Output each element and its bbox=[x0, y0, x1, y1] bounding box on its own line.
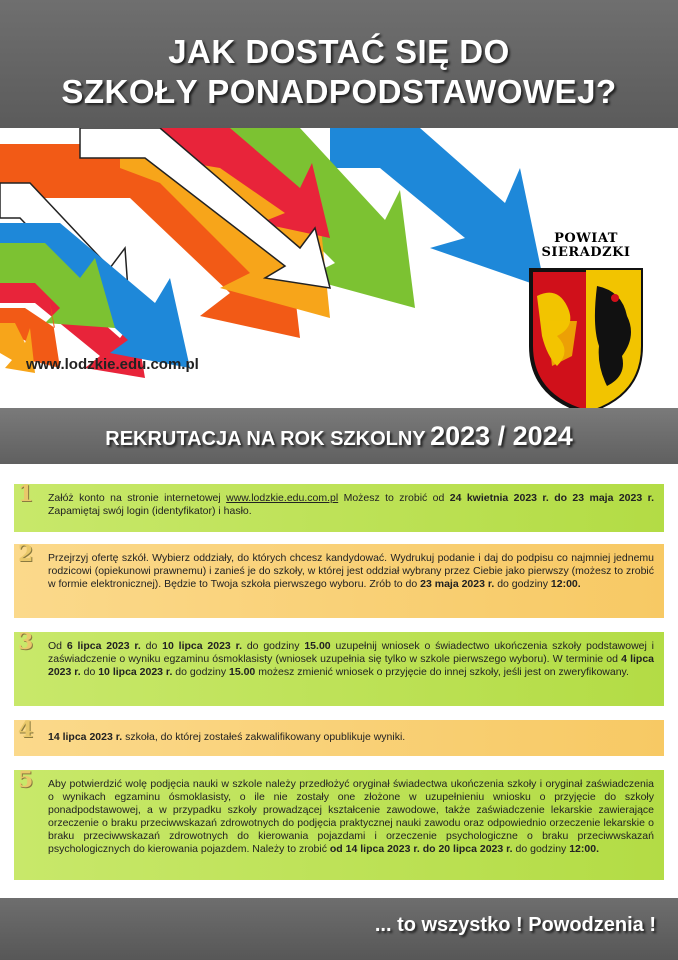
step-text: Aby potwierdzić wolę podjęcia nauki w szkole należy przedłożyć oryginał świadectwa ukończenia szkoły i oryginał zaświadczenia o wynikach egzaminu ósmoklasisty, o ile nie zostały one złożone w uzupełnieniu wniosku o przyjęcie do szkoły ponadpodstawowej, a w przypadku szkoły prowadzącej kształcenie zawodowe, także zaświadczenie lekarskie zawierające orzeczenie o braku przeciwwskazań zdrowotnych do podjęcia praktycznej nauki zawodu oraz odpowiednio orzeczenie lekarskie o braku przeciwwskazań zdrowotnych do kierowania pojazdami i orzeczenie psychologiczne o braku przeciwwskazań psychologicznych do kierowania pojazdem. Należy to zrobić bbox=[48, 778, 654, 855]
emblem-text-line-1: POWIAT bbox=[554, 231, 618, 246]
website-link[interactable]: www.lodzkie.edu.com.pl bbox=[26, 356, 199, 373]
step-date: 6 lipca 2023 r. bbox=[66, 640, 141, 652]
step-1 bbox=[14, 481, 664, 532]
page-footer bbox=[0, 898, 678, 960]
emblem bbox=[527, 232, 645, 412]
step-time: 12:00. bbox=[569, 843, 599, 855]
step-5 bbox=[14, 767, 664, 880]
step-date: 10 lipca 2023 r. bbox=[162, 640, 243, 652]
step-date: 10 lipca 2023 r. bbox=[98, 666, 173, 678]
step-number: 1 bbox=[18, 481, 34, 507]
step-text: Możesz to zrobić od bbox=[338, 492, 450, 504]
banner-prefix: REKRUTACJA NA ROK SZKOLNY bbox=[105, 428, 426, 450]
step-text: do bbox=[140, 640, 163, 652]
step-text: do godziny bbox=[172, 666, 229, 678]
step-date: 4 lipca 2023 r. bbox=[48, 653, 654, 678]
step-text: do godziny bbox=[494, 578, 551, 590]
step-3 bbox=[14, 629, 664, 706]
step-number: 5 bbox=[18, 767, 34, 793]
step-date: od 14 lipca 2023 r. do 20 lipca 2023 r. bbox=[329, 843, 513, 855]
step-number: 4 bbox=[18, 717, 34, 743]
page-header bbox=[0, 0, 678, 128]
step-time: 12:00. bbox=[550, 578, 581, 590]
step-text: możesz zmienić wniosek o przyjęcie do innej szkoły, jeśli jest on zweryfikowany. bbox=[255, 666, 629, 678]
step-text: Od bbox=[48, 640, 67, 652]
banner-years: 2023 / 2024 bbox=[430, 421, 573, 451]
step-2 bbox=[14, 541, 664, 618]
step-text: do godziny bbox=[512, 843, 570, 855]
footer-text: ... to wszystko ! Powodzenia ! bbox=[374, 914, 656, 936]
title-line-2: SZKOŁY PONADPODSTAWOWEJ? bbox=[61, 73, 617, 110]
title-line-1: JAK DOSTAĆ SIĘ DO bbox=[168, 33, 510, 70]
step-text: uzupełnij wniosek o świadectwo ukończenia szkoły podstawowej i zaświadczenie o wyniku egzaminu ósmoklasisty (wniosek uzupełnia się tylko w szkole pierwszego wyboru). W terminie od bbox=[48, 640, 654, 665]
step-time: 15.00 bbox=[229, 666, 256, 678]
step-text: szkoła, do której zostałeś zakwalifikowany opublikuje wyniki. bbox=[122, 731, 406, 743]
step-text: Przejrzyj ofertę szkół. Wybierz oddziały, do których chcesz kandydować. Wydrukuj podanie i daj do podpisu co najmniej jednemu rodzicowi (opiekunowi prawnemu) i zanieś je do szkoły, w której jest oddział wybrany przez Ciebie jako pierwszy (możesz to zrobić w formie elektronicznej). Będzie to Twoja szkoła pierwszego wyboru. Zrób to do bbox=[48, 552, 654, 590]
step-time: 15.00 bbox=[304, 640, 331, 652]
step-date: 14 lipca 2023 r. bbox=[48, 731, 123, 743]
step-4 bbox=[14, 717, 664, 756]
step-date: 23 maja 2023 r. bbox=[420, 578, 495, 590]
step-text: do bbox=[80, 666, 99, 678]
step-date: 24 kwietnia 2023 r. do 23 maja 2023 r. bbox=[449, 492, 654, 504]
step-text: do godziny bbox=[242, 640, 305, 652]
step-text: Załóż konto na stronie internetowej bbox=[48, 492, 227, 504]
step-number: 2 bbox=[18, 541, 34, 567]
coat-of-arms-icon bbox=[527, 266, 645, 416]
recruitment-banner bbox=[0, 408, 678, 464]
website-link-inline[interactable]: www.lodzkie.edu.com.pl bbox=[226, 492, 339, 504]
step-text: Zapamiętaj swój login (identyfikator) i hasło. bbox=[48, 505, 252, 517]
emblem-text-line-2: SIERADZKI bbox=[541, 245, 631, 260]
step-number: 3 bbox=[18, 629, 34, 655]
